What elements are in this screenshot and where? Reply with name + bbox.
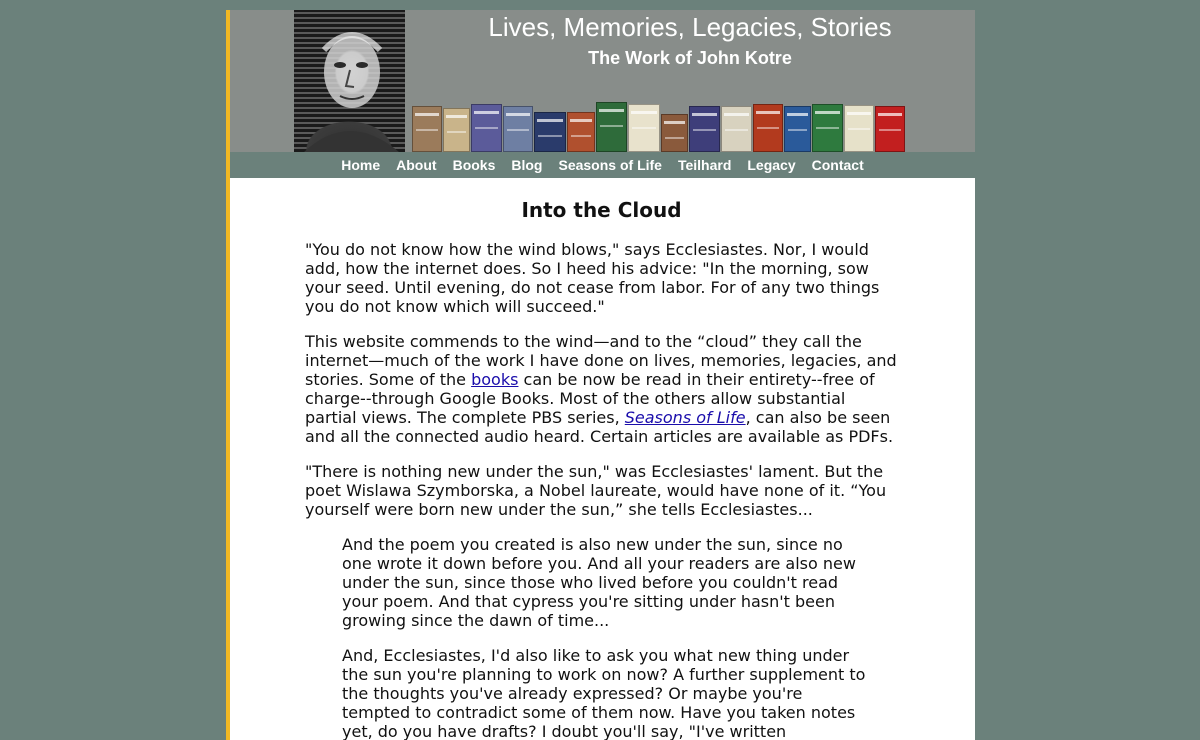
book-cover-author-stripe xyxy=(816,127,839,129)
book-cover-title-stripe xyxy=(415,113,439,116)
nav-books[interactable]: Books xyxy=(452,157,496,173)
book-cover-10 xyxy=(689,106,720,152)
nav-teilhard[interactable]: Teilhard xyxy=(677,157,732,173)
book-covers-strip xyxy=(412,102,905,152)
book-cover-title-stripe xyxy=(537,119,563,122)
paragraph-1: "You do not know how the wind blows," says Ecclesiastes. Nor, I would add, how the internet does. So I heed his advice: "In the morning, sow your seed. Until evening, do not cease from labor. For of any two things you do not know which will succeed." xyxy=(305,240,880,316)
book-cover-author-stripe xyxy=(725,129,748,131)
paragraph-2-text-c: , can also be seen and all the connected audio heard. Certain articles are available as PDFs. xyxy=(305,408,894,446)
site-subtitle: The Work of John Kotre xyxy=(588,48,792,68)
paragraph-2 xyxy=(305,332,898,446)
book-cover-title-stripe xyxy=(692,113,717,116)
page-title: Into the Cloud xyxy=(521,198,682,222)
book-cover-author-stripe xyxy=(757,127,779,129)
site-header xyxy=(230,10,975,152)
books-link[interactable]: books xyxy=(471,370,519,389)
book-cover-author-stripe xyxy=(416,129,438,131)
book-cover-author-stripe xyxy=(665,137,684,139)
site-title: Lives, Memories, Legacies, Stories xyxy=(488,12,892,42)
poem-quote xyxy=(342,535,867,740)
nav-about[interactable]: About xyxy=(396,157,437,173)
book-cover-voice-from-the-border xyxy=(412,106,442,152)
quote-paragraph-1: And the poem you created is also new under the sun, since no one wrote it down before you. And all your readers are also new under the sun, since those who lived before you couldn't read your poem. And that cypress you're sitting under hasn't been growing since the dawn of time... xyxy=(342,535,856,630)
book-cover-14 xyxy=(812,104,843,152)
book-cover-author-stripe xyxy=(538,135,562,137)
author-portrait xyxy=(294,10,405,152)
portrait-face-icon xyxy=(294,10,405,152)
book-cover-title-stripe xyxy=(815,111,840,114)
book-cover-author-stripe xyxy=(632,127,656,129)
book-cover-title-stripe xyxy=(878,113,902,116)
seasons-of-life-link[interactable]: Seasons of Life xyxy=(624,408,746,427)
book-cover-author-stripe xyxy=(788,129,807,131)
book-cover-13 xyxy=(784,106,811,152)
nav-blog[interactable]: Blog xyxy=(511,157,543,173)
nav-contact[interactable]: Contact xyxy=(811,157,864,173)
book-cover-title-stripe xyxy=(599,109,624,112)
book-cover-title-stripe xyxy=(570,119,592,122)
book-cover-6 xyxy=(567,112,595,152)
book-cover-title-stripe xyxy=(631,111,657,114)
nav-legacy[interactable]: Legacy xyxy=(747,157,796,173)
book-cover-title-stripe xyxy=(664,121,685,124)
paragraph-3: "There is nothing new under the sun," was Ecclesiastes' lament. But the poet Wislawa Szymborska, a Nobel laureate, would have none of it. “You yourself were born new under the sun,” she tells Ecclesiastes... xyxy=(305,462,887,519)
paragraph-2-text-b: can be now be read in their entirety--free of charge--through Google Books. Most of the others allow substantial partial views. The complete PBS series, xyxy=(305,370,875,427)
book-cover-2 xyxy=(443,108,470,152)
book-cover-author-stripe xyxy=(879,129,901,131)
nav-seasons-of-life[interactable]: Seasons of Life xyxy=(558,157,662,173)
book-cover-author-stripe xyxy=(447,131,466,133)
book-cover-title-stripe xyxy=(787,113,808,116)
book-cover-title-stripe xyxy=(756,111,780,114)
book-cover-7 xyxy=(596,102,627,152)
book-cover-author-stripe xyxy=(848,128,870,130)
book-cover-title-stripe xyxy=(847,112,871,115)
quote-paragraph-2: And, Ecclesiastes, I'd also like to ask you what new thing under the sun you're planning to work on now? A further supplement to the thoughts you've already expressed? Or maybe you're tempted to contradict some of them now. Have you taken notes yet, do you have drafts? I doubt you'll say, "I've written xyxy=(342,646,866,740)
book-cover-title-stripe xyxy=(474,111,499,114)
book-cover-author-stripe xyxy=(507,129,529,131)
main-content xyxy=(230,197,975,740)
paragraph-2-text-a: This website commends to the wind—and to the “cloud” they call the internet—much of the work I have done on lives, memories, legacies, and stories. Some of the xyxy=(305,332,897,389)
book-cover-15 xyxy=(844,105,874,152)
book-cover-title-stripe xyxy=(724,113,749,116)
book-cover-9 xyxy=(661,114,688,152)
book-cover-make-it-count xyxy=(628,104,660,152)
book-cover-12 xyxy=(753,104,783,152)
book-cover-author-stripe xyxy=(600,125,623,127)
book-cover-author-stripe xyxy=(475,127,498,129)
book-cover-11 xyxy=(721,106,752,152)
page-container xyxy=(226,10,975,740)
main-nav xyxy=(230,152,975,178)
nav-home[interactable]: Home xyxy=(341,157,381,173)
book-cover-16 xyxy=(875,106,905,152)
book-cover-author-stripe xyxy=(571,135,591,137)
book-cover-white-gloves xyxy=(471,104,502,152)
book-cover-the-story-of-everything xyxy=(534,112,566,152)
book-cover-4 xyxy=(503,106,533,152)
book-cover-title-stripe xyxy=(446,115,467,118)
book-cover-author-stripe xyxy=(693,129,716,131)
book-cover-title-stripe xyxy=(506,113,530,116)
